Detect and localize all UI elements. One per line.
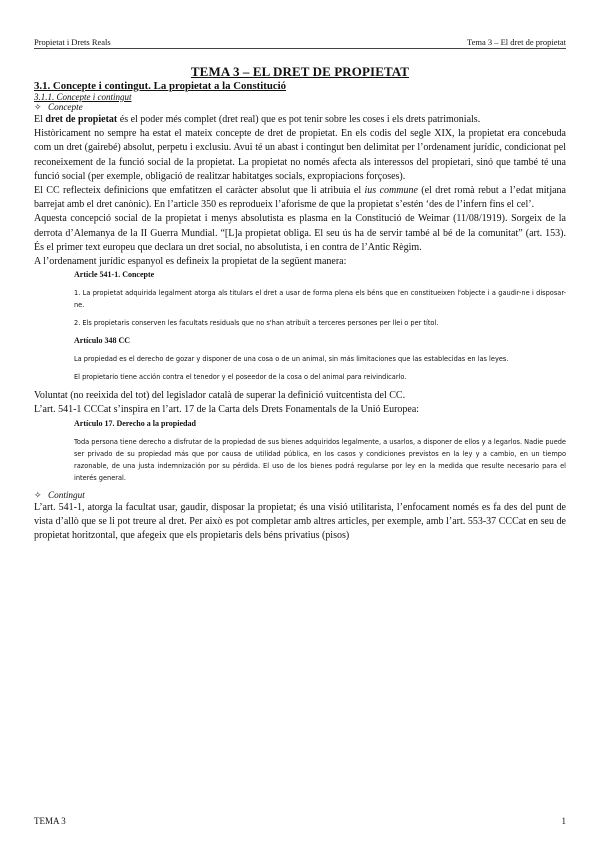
- p1-post: és el poder més complet (dret real) que es pot tenir sobre les coses i els drets patrimonials.: [117, 114, 481, 125]
- subsection-heading: 3.1.1. Concepte i contingut: [34, 92, 132, 102]
- p3-post: (el dret romà rebut a l’edat mitjana barrejat amb el dret canònic). En l’article 350 es reprodueix l’aforisme de que la propietat s’estén ‘des de l’infern fins el cel’.: [34, 185, 566, 211]
- quote-heading: Artículo 17. Derecho a la propiedad: [74, 418, 196, 428]
- quote-item: La propiedad es el derecho de gozar y disponer de una cosa o de un animal, sin más limitaciones que las establecidas en las leyes.: [74, 355, 509, 364]
- p1-bold-term: dret de propietat: [45, 114, 118, 125]
- page-title: TEMA 3 – EL DRET DE PROPIETAT: [190, 64, 410, 79]
- paragraph-4: Aquesta concepció social de la propietat i menys absolutista es plasma en la Constitució de Weimar (11/08/1919). Sorgeix de la derrota d’Alemanya de la II Guerra Mundial. “[L]a propietat obliga. El seu ús ha de servir també al bé de la comunitat” (art. 153). És el primer text europeu que declara un dret social, no absolutista, i en contra de l’Antic Règim.: [34, 213, 566, 253]
- header-right: Tema 3 – El dret de propietat: [466, 37, 566, 47]
- quote-article-17: [74, 418, 566, 484]
- footer-left: TEMA 3: [34, 816, 66, 826]
- quote-item: 1. La propietat adquirida legalment atorga als titulars el dret a usar de forma plena els béns que en constitueixen l'objecte i a gaudir-ne i disposar-ne.: [74, 289, 566, 310]
- paragraph-3: [34, 184, 566, 212]
- bullet-contingut-label: Contingut: [48, 489, 85, 500]
- quote-heading: Article 541-1. Concepte: [74, 270, 155, 280]
- bullet-concepte-label: Concepte: [48, 102, 83, 112]
- quote-article-541-1: [74, 269, 566, 383]
- diamond-bullet-icon: ✧: [34, 489, 42, 500]
- p3-pre: El CC reflecteix definicions que emfatitzen el caràcter absolut que li atribuia el: [34, 185, 365, 197]
- quote-item: El propietario tiene acción contra el tenedor y el poseedor de la cosa o del animal para reivindicarlo.: [74, 373, 407, 382]
- p1-pre: El: [34, 114, 46, 125]
- paragraph-5: A l’ordenament jurídic espanyol es defineix la propietat de la següent manera:: [34, 256, 347, 268]
- quote-heading: Artículo 348 CC: [74, 336, 130, 346]
- paragraph-6: Voluntat (no reeixida del tot) del legislador català de superar la definició vuitcentista del CC.: [34, 390, 406, 402]
- quote-body: Toda persona tiene derecho a disfrutar de la propiedad de sus bienes adquiridos legalmente, a usarlos, a disponer de ellos y a legarlos. Nadie puede ser privado de su propiedad más que por causa de utilidad pública, en los casos y condiciones previstos en la ley y a cambio, en un tiempo razonable, de una justa indemnización por su pérdida. El uso de los bienes podrá regularse por ley en la medida que resulte necesario para el interés general.: [74, 437, 566, 482]
- header-left: Propietat i Drets Reals: [34, 37, 111, 47]
- paragraph-1: [34, 113, 566, 127]
- bullet-contingut: [34, 490, 566, 501]
- paragraph-7: L’art. 541-1 CCCat s’inspira en l’art. 17 de la Carta dels Drets Fonamentals de la Unió Europea:: [34, 404, 420, 416]
- page-number: 1: [561, 816, 566, 826]
- bullet-concepte: [34, 102, 566, 113]
- section-heading: 3.1. Concepte i contingut. La propietat a la Constitució: [34, 80, 287, 92]
- running-header: [34, 34, 566, 49]
- quote-item: 2. Els propietaris conserven les facultats residuals que no s'han atribuït a terceres persones per llei o per títol.: [74, 319, 439, 328]
- p3-italic-term: ius commune: [364, 185, 418, 197]
- page-content: [34, 64, 566, 543]
- paragraph-8: L’art. 541-1, atorga la facultat usar, gaudir, disposar la propietat; és una visió utilitarista, l’enfocament només es fa des del punt de vista d’allò que se li pot treure al dret. Per això es pot completar amb altres articles, per exemple, amb l’art. 553-37 CCCat en seu de propietat horitzontal, que afegeix que els propietaris dels béns privatius (pisos): [34, 501, 566, 542]
- paragraph-2: Històricament no sempre ha estat el mateix concepte de dret de propietat. En els codis del segle XIX, la propietat era concebuda com un dret (gairebé) absolut, perpetu i exclusiu. Avui té un abast i contingut ben delimitat per l’ordenament jurídic, condicionat pel reconeixement de la funció social de la propietat. La propietat no només afecta als interessos del propietari, sinó que també té una funció social (per exemple, obligació de realitzar habitatges socials, expropiacions forçoses).: [34, 128, 566, 182]
- diamond-bullet-icon: ✧: [34, 102, 42, 112]
